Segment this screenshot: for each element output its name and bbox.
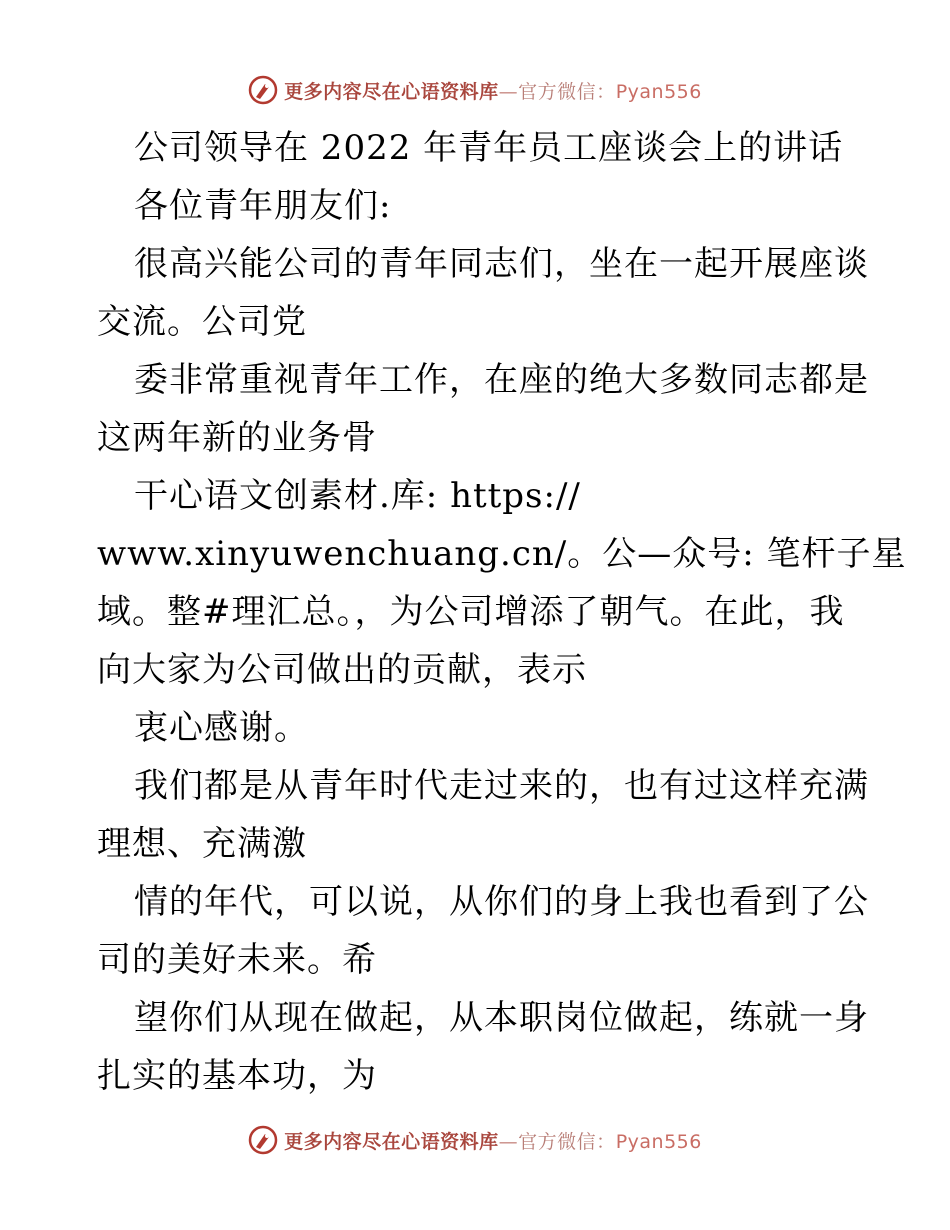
watermark-wechat-id: Pyan556 bbox=[615, 80, 702, 103]
header-watermark-banner bbox=[0, 70, 950, 110]
paragraph-line: 扎实的基本功，为 bbox=[97, 1056, 377, 1096]
paragraph-line: 各位青年朋友们: bbox=[134, 186, 392, 226]
watermark-text bbox=[284, 1127, 702, 1154]
watermark-prefix: 更多内容尽在心语资料库 bbox=[284, 80, 499, 103]
paragraph-line: 情的年代，可以说，从你们的身上我也看到了公 bbox=[134, 882, 869, 922]
paragraph-line: 干心语文创素材.库: https:// bbox=[134, 476, 581, 516]
paragraph-line: 域。整#理汇总。，为公司增添了朝气。在此，我 bbox=[97, 592, 845, 632]
watermark-text bbox=[284, 77, 702, 104]
paragraph-line: 衷心感谢。 bbox=[134, 708, 309, 748]
footer-watermark-banner bbox=[0, 1120, 950, 1160]
watermark-wechat-label: 官方微信： bbox=[518, 80, 616, 103]
watermark-wechat-id: Pyan556 bbox=[615, 1130, 702, 1153]
watermark-prefix: 更多内容尽在心语资料库 bbox=[284, 1130, 499, 1153]
watermark-wechat-label: 官方微信： bbox=[518, 1130, 616, 1153]
document-title: 公司领导在 2022 年青年员工座谈会上的讲话 bbox=[134, 128, 844, 168]
paragraph-line: 很高兴能公司的青年同志们，坐在一起开展座谈 bbox=[134, 244, 869, 284]
watermark-dash: — bbox=[498, 1130, 519, 1153]
paragraph-line: 司的美好未来。希 bbox=[97, 940, 377, 980]
paragraph-line: 我们都是从青年时代走过来的，也有过这样充满 bbox=[134, 766, 869, 806]
paragraph-line: 理想、充满激 bbox=[97, 824, 307, 864]
paragraph-line: 委非常重视青年工作，在座的绝大多数同志都是 bbox=[134, 360, 869, 400]
paragraph-line: 望你们从现在做起，从本职岗位做起，练就一身 bbox=[134, 998, 869, 1038]
paragraph-line: 交流。公司党 bbox=[97, 302, 307, 342]
paragraph-line: www.xinyuwenchuang.cn/。公—众号: 笔杆子星 bbox=[97, 534, 907, 574]
pen-nib-logo-icon bbox=[248, 1125, 278, 1155]
pen-nib-logo-icon bbox=[248, 75, 278, 105]
watermark-dash: — bbox=[498, 80, 519, 103]
paragraph-line: 这两年新的业务骨 bbox=[97, 418, 377, 458]
paragraph-line: 向大家为公司做出的贡献，表示 bbox=[97, 650, 587, 690]
